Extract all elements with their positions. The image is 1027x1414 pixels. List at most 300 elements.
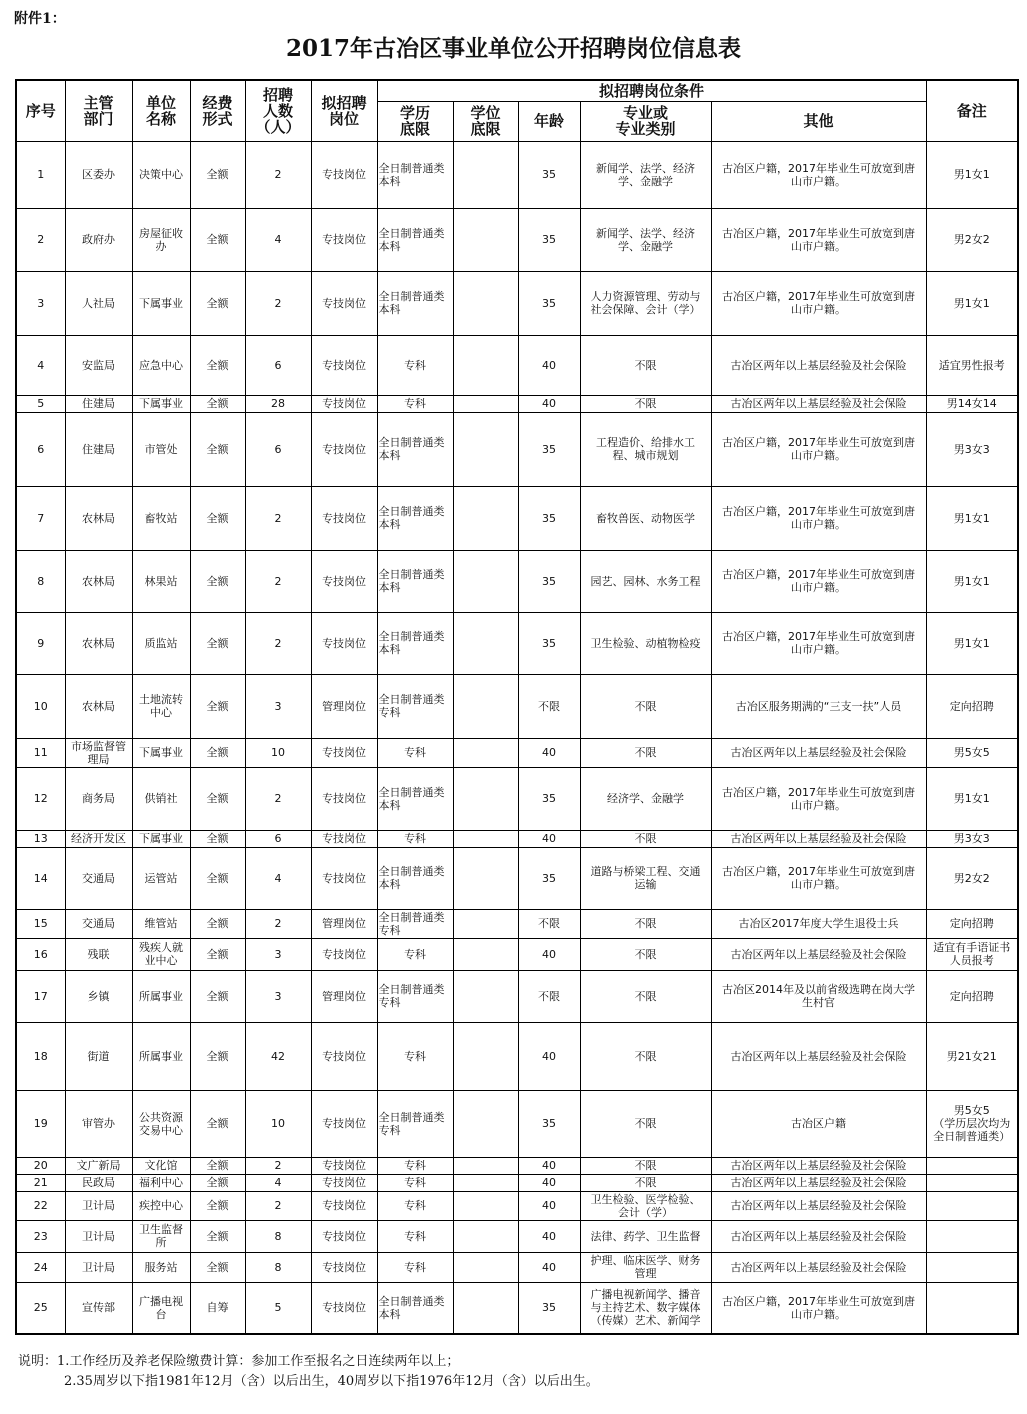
cell-remark: 男1女1 xyxy=(926,550,1018,612)
cell-other: 古冶区户籍，2017年毕业生可放宽到唐 山市户籍。 xyxy=(711,847,926,909)
cell-remark xyxy=(926,1282,1018,1334)
cell-count: 10 xyxy=(245,738,311,767)
cell-edu: 全日制普通类 专科 xyxy=(377,1090,453,1157)
cell-edu: 全日制普通类 专科 xyxy=(377,674,453,738)
cell-dept: 文广新局 xyxy=(65,1157,132,1174)
cell-degree xyxy=(453,1220,518,1252)
cell-degree xyxy=(453,412,518,486)
cell-unit: 供销社 xyxy=(132,767,190,830)
cell-dept: 市场监督管 理局 xyxy=(65,738,132,767)
cell-seq: 6 xyxy=(16,412,65,486)
cell-other: 古冶区两年以上基层经验及社会保险 xyxy=(711,1252,926,1282)
cell-remark xyxy=(926,1220,1018,1252)
table-row xyxy=(16,395,1018,412)
cell-dept: 审管办 xyxy=(65,1090,132,1157)
cell-unit: 文化馆 xyxy=(132,1157,190,1174)
cell-edu: 全日制普通类 本科 xyxy=(377,612,453,674)
cell-other: 古冶区两年以上基层经验及社会保险 xyxy=(711,738,926,767)
cell-funding: 全额 xyxy=(190,1157,245,1174)
cell-unit: 下属事业 xyxy=(132,738,190,767)
cell-degree xyxy=(453,612,518,674)
cell-seq: 1 xyxy=(16,141,65,208)
cell-major: 不限 xyxy=(580,938,711,970)
cell-remark xyxy=(926,1174,1018,1191)
cell-other: 古冶区户籍，2017年毕业生可放宽到唐 山市户籍。 xyxy=(711,141,926,208)
note-line-2: 2.35周岁以下指1981年12月（含）以后出生，40周岁以下指1976年12月（含）以后出生。 xyxy=(64,1374,599,1389)
table-row xyxy=(16,271,1018,335)
cell-unit: 公共资源 交易中心 xyxy=(132,1090,190,1157)
cell-degree xyxy=(453,970,518,1022)
cell-seq: 16 xyxy=(16,938,65,970)
cell-dept: 交通局 xyxy=(65,909,132,938)
cell-major: 护理、临床医学、财务 管理 xyxy=(580,1252,711,1282)
cell-post: 专技岗位 xyxy=(311,830,377,847)
cell-count: 6 xyxy=(245,412,311,486)
table-row xyxy=(16,738,1018,767)
cell-age: 35 xyxy=(518,208,580,271)
attachment-label: 附件1： xyxy=(14,11,66,27)
cell-edu: 全日制普通类 专科 xyxy=(377,970,453,1022)
cell-post: 专技岗位 xyxy=(311,1191,377,1220)
table-row xyxy=(16,847,1018,909)
header-funding: 经费 形式 xyxy=(190,80,245,141)
cell-degree xyxy=(453,550,518,612)
cell-major: 法律、药学、卫生监督 xyxy=(580,1220,711,1252)
cell-remark: 男1女1 xyxy=(926,612,1018,674)
cell-dept: 宣传部 xyxy=(65,1282,132,1334)
header-post: 拟招聘 岗位 xyxy=(311,80,377,141)
cell-other: 古冶区两年以上基层经验及社会保险 xyxy=(711,1174,926,1191)
cell-unit: 下属事业 xyxy=(132,830,190,847)
cell-dept: 农林局 xyxy=(65,612,132,674)
cell-seq: 20 xyxy=(16,1157,65,1174)
cell-edu: 专科 xyxy=(377,938,453,970)
cell-other: 古冶区户籍，2017年毕业生可放宽到唐 山市户籍。 xyxy=(711,412,926,486)
cell-major: 不限 xyxy=(580,1174,711,1191)
cell-unit: 畜牧站 xyxy=(132,486,190,550)
cell-age: 40 xyxy=(518,1157,580,1174)
cell-unit: 下属事业 xyxy=(132,271,190,335)
table-row xyxy=(16,1220,1018,1252)
cell-remark: 男5女5 xyxy=(926,738,1018,767)
cell-post: 管理岗位 xyxy=(311,909,377,938)
cell-count: 2 xyxy=(245,909,311,938)
cell-funding: 全额 xyxy=(190,767,245,830)
cell-degree xyxy=(453,335,518,395)
cell-dept: 卫计局 xyxy=(65,1220,132,1252)
cell-edu: 专科 xyxy=(377,830,453,847)
cell-major: 不限 xyxy=(580,1157,711,1174)
cell-age: 40 xyxy=(518,1220,580,1252)
cell-dept: 住建局 xyxy=(65,412,132,486)
recruitment-table xyxy=(15,79,1019,1335)
cell-post: 专技岗位 xyxy=(311,550,377,612)
cell-edu: 全日制普通类 本科 xyxy=(377,486,453,550)
cell-dept: 卫计局 xyxy=(65,1191,132,1220)
cell-seq: 10 xyxy=(16,674,65,738)
cell-funding: 全额 xyxy=(190,674,245,738)
cell-funding: 全额 xyxy=(190,550,245,612)
cell-unit: 福利中心 xyxy=(132,1174,190,1191)
cell-post: 专技岗位 xyxy=(311,335,377,395)
cell-unit: 林果站 xyxy=(132,550,190,612)
cell-dept: 民政局 xyxy=(65,1174,132,1191)
cell-major: 新闻学、法学、经济 学、金融学 xyxy=(580,208,711,271)
cell-other: 古冶区户籍 xyxy=(711,1090,926,1157)
cell-degree xyxy=(453,1174,518,1191)
table-row xyxy=(16,1022,1018,1090)
cell-remark: 男3女3 xyxy=(926,830,1018,847)
cell-seq: 22 xyxy=(16,1191,65,1220)
cell-post: 专技岗位 xyxy=(311,486,377,550)
cell-seq: 19 xyxy=(16,1090,65,1157)
cell-degree xyxy=(453,1022,518,1090)
cell-age: 35 xyxy=(518,847,580,909)
cell-post: 管理岗位 xyxy=(311,674,377,738)
cell-unit: 所属事业 xyxy=(132,970,190,1022)
table-row xyxy=(16,1174,1018,1191)
header-age: 年龄 xyxy=(518,101,580,141)
cell-seq: 2 xyxy=(16,208,65,271)
table-row xyxy=(16,674,1018,738)
cell-degree xyxy=(453,208,518,271)
cell-major: 不限 xyxy=(580,335,711,395)
cell-age: 40 xyxy=(518,1252,580,1282)
cell-degree xyxy=(453,1191,518,1220)
cell-degree xyxy=(453,767,518,830)
cell-edu: 专科 xyxy=(377,395,453,412)
cell-edu: 专科 xyxy=(377,1174,453,1191)
cell-edu: 全日制普通类 本科 xyxy=(377,847,453,909)
cell-age: 40 xyxy=(518,830,580,847)
cell-count: 8 xyxy=(245,1220,311,1252)
cell-major: 不限 xyxy=(580,674,711,738)
cell-post: 专技岗位 xyxy=(311,767,377,830)
cell-other: 古冶区两年以上基层经验及社会保险 xyxy=(711,938,926,970)
cell-count: 2 xyxy=(245,767,311,830)
cell-remark: 男1女1 xyxy=(926,486,1018,550)
cell-funding: 全额 xyxy=(190,271,245,335)
table-row xyxy=(16,208,1018,271)
cell-degree xyxy=(453,1252,518,1282)
cell-remark: 男1女1 xyxy=(926,767,1018,830)
cell-post: 专技岗位 xyxy=(311,1090,377,1157)
cell-edu: 专科 xyxy=(377,335,453,395)
cell-age: 35 xyxy=(518,550,580,612)
cell-post: 专技岗位 xyxy=(311,271,377,335)
cell-major: 不限 xyxy=(580,738,711,767)
cell-seq: 14 xyxy=(16,847,65,909)
cell-edu: 专科 xyxy=(377,1252,453,1282)
cell-remark: 男21女21 xyxy=(926,1022,1018,1090)
cell-seq: 9 xyxy=(16,612,65,674)
cell-major: 广播电视新闻学、播音 与主持艺术、数字媒体 （传媒）艺术、新闻学 xyxy=(580,1282,711,1334)
cell-funding: 自筹 xyxy=(190,1282,245,1334)
cell-post: 专技岗位 xyxy=(311,208,377,271)
cell-count: 2 xyxy=(245,1157,311,1174)
cell-count: 2 xyxy=(245,612,311,674)
cell-age: 40 xyxy=(518,395,580,412)
table-row xyxy=(16,335,1018,395)
cell-major: 卫生检验、动植物检疫 xyxy=(580,612,711,674)
cell-edu: 专科 xyxy=(377,1191,453,1220)
cell-dept: 经济开发区 xyxy=(65,830,132,847)
cell-other: 古冶区户籍，2017年毕业生可放宽到唐 山市户籍。 xyxy=(711,612,926,674)
cell-dept: 乡镇 xyxy=(65,970,132,1022)
cell-other: 古冶区2014年及以前省级选聘在岗大学 生村官 xyxy=(711,970,926,1022)
cell-post: 专技岗位 xyxy=(311,612,377,674)
table-row xyxy=(16,612,1018,674)
cell-other: 古冶区服务期满的“三支一扶”人员 xyxy=(711,674,926,738)
cell-unit: 所属事业 xyxy=(132,1022,190,1090)
cell-post: 专技岗位 xyxy=(311,1282,377,1334)
cell-other: 古冶区2017年度大学生退役士兵 xyxy=(711,909,926,938)
table-row xyxy=(16,1090,1018,1157)
cell-post: 专技岗位 xyxy=(311,738,377,767)
cell-remark: 适宜男性报考 xyxy=(926,335,1018,395)
cell-count: 6 xyxy=(245,335,311,395)
cell-age: 35 xyxy=(518,486,580,550)
cell-age: 35 xyxy=(518,1282,580,1334)
cell-count: 2 xyxy=(245,1191,311,1220)
cell-count: 3 xyxy=(245,938,311,970)
cell-post: 管理岗位 xyxy=(311,970,377,1022)
cell-edu: 全日制普通类 本科 xyxy=(377,1282,453,1334)
table-row xyxy=(16,970,1018,1022)
cell-count: 2 xyxy=(245,271,311,335)
table-row xyxy=(16,1252,1018,1282)
cell-degree xyxy=(453,909,518,938)
cell-funding: 全额 xyxy=(190,612,245,674)
cell-dept: 区委办 xyxy=(65,141,132,208)
cell-seq: 24 xyxy=(16,1252,65,1282)
cell-degree xyxy=(453,938,518,970)
cell-major: 不限 xyxy=(580,395,711,412)
cell-count: 5 xyxy=(245,1282,311,1334)
cell-degree xyxy=(453,830,518,847)
page-title: 2017年古冶区事业单位公开招聘岗位信息表 xyxy=(285,35,741,62)
cell-remark: 男2女2 xyxy=(926,847,1018,909)
cell-remark: 男3女3 xyxy=(926,412,1018,486)
cell-age: 35 xyxy=(518,767,580,830)
cell-edu: 全日制普通类 专科 xyxy=(377,909,453,938)
cell-other: 古冶区两年以上基层经验及社会保险 xyxy=(711,830,926,847)
cell-remark: 男1女1 xyxy=(926,271,1018,335)
cell-unit: 残疾人就 业中心 xyxy=(132,938,190,970)
header-conditions: 拟招聘岗位条件 xyxy=(377,80,926,101)
cell-age: 40 xyxy=(518,1174,580,1191)
table-row xyxy=(16,1157,1018,1174)
cell-remark: 定向招聘 xyxy=(926,674,1018,738)
cell-unit: 疾控中心 xyxy=(132,1191,190,1220)
cell-major: 园艺、园林、水务工程 xyxy=(580,550,711,612)
cell-seq: 15 xyxy=(16,909,65,938)
cell-remark: 男14女14 xyxy=(926,395,1018,412)
cell-funding: 全额 xyxy=(190,1252,245,1282)
cell-dept: 政府办 xyxy=(65,208,132,271)
table-body xyxy=(16,141,1018,1334)
cell-count: 4 xyxy=(245,847,311,909)
cell-degree xyxy=(453,395,518,412)
table-row xyxy=(16,412,1018,486)
cell-remark: 适宜有手语证书 人员报考 xyxy=(926,938,1018,970)
cell-count: 8 xyxy=(245,1252,311,1282)
cell-other: 古冶区户籍，2017年毕业生可放宽到唐 山市户籍。 xyxy=(711,208,926,271)
header-major: 专业或 专业类别 xyxy=(580,101,711,141)
cell-unit: 卫生监督 所 xyxy=(132,1220,190,1252)
cell-seq: 11 xyxy=(16,738,65,767)
cell-dept: 农林局 xyxy=(65,674,132,738)
cell-degree xyxy=(453,1157,518,1174)
header-edu: 学历 底限 xyxy=(377,101,453,141)
cell-seq: 25 xyxy=(16,1282,65,1334)
table-row xyxy=(16,909,1018,938)
cell-age: 不限 xyxy=(518,909,580,938)
cell-post: 专技岗位 xyxy=(311,938,377,970)
cell-age: 40 xyxy=(518,938,580,970)
cell-unit: 质监站 xyxy=(132,612,190,674)
cell-major: 不限 xyxy=(580,909,711,938)
cell-count: 2 xyxy=(245,486,311,550)
cell-edu: 全日制普通类 本科 xyxy=(377,767,453,830)
table-row xyxy=(16,141,1018,208)
cell-edu: 全日制普通类 本科 xyxy=(377,550,453,612)
cell-count: 2 xyxy=(245,550,311,612)
cell-post: 专技岗位 xyxy=(311,412,377,486)
cell-dept: 商务局 xyxy=(65,767,132,830)
cell-other: 古冶区两年以上基层经验及社会保险 xyxy=(711,1220,926,1252)
cell-degree xyxy=(453,271,518,335)
cell-dept: 农林局 xyxy=(65,486,132,550)
cell-other: 古冶区户籍，2017年毕业生可放宽到唐 山市户籍。 xyxy=(711,767,926,830)
cell-unit: 决策中心 xyxy=(132,141,190,208)
cell-age: 不限 xyxy=(518,674,580,738)
cell-seq: 5 xyxy=(16,395,65,412)
cell-dept: 残联 xyxy=(65,938,132,970)
header-degree: 学位 底限 xyxy=(453,101,518,141)
cell-count: 4 xyxy=(245,1174,311,1191)
cell-funding: 全额 xyxy=(190,208,245,271)
header-seq: 序号 xyxy=(16,80,65,141)
cell-funding: 全额 xyxy=(190,909,245,938)
table-row xyxy=(16,1191,1018,1220)
table-row xyxy=(16,486,1018,550)
cell-age: 35 xyxy=(518,271,580,335)
cell-edu: 全日制普通类 本科 xyxy=(377,141,453,208)
cell-remark: 男5女5 （学历层次均为 全日制普通类） xyxy=(926,1090,1018,1157)
cell-degree xyxy=(453,141,518,208)
header-other: 其他 xyxy=(711,101,926,141)
cell-post: 专技岗位 xyxy=(311,141,377,208)
cell-major: 经济学、金融学 xyxy=(580,767,711,830)
header-remark: 备注 xyxy=(926,80,1018,141)
notes xyxy=(18,1352,599,1392)
cell-count: 3 xyxy=(245,970,311,1022)
cell-count: 6 xyxy=(245,830,311,847)
header-count: 招聘 人数 （人） xyxy=(245,80,311,141)
cell-dept: 交通局 xyxy=(65,847,132,909)
cell-post: 专技岗位 xyxy=(311,1174,377,1191)
cell-edu: 全日制普通类 本科 xyxy=(377,412,453,486)
cell-remark: 定向招聘 xyxy=(926,909,1018,938)
cell-remark: 男2女2 xyxy=(926,208,1018,271)
cell-unit: 广播电视 台 xyxy=(132,1282,190,1334)
cell-unit: 下属事业 xyxy=(132,395,190,412)
cell-dept: 住建局 xyxy=(65,395,132,412)
cell-age: 40 xyxy=(518,1022,580,1090)
cell-funding: 全额 xyxy=(190,1191,245,1220)
cell-seq: 3 xyxy=(16,271,65,335)
cell-major: 人力资源管理、劳动与 社会保障、会计（学） xyxy=(580,271,711,335)
table-row xyxy=(16,550,1018,612)
table-row xyxy=(16,938,1018,970)
cell-dept: 街道 xyxy=(65,1022,132,1090)
cell-count: 10 xyxy=(245,1090,311,1157)
cell-degree xyxy=(453,847,518,909)
cell-funding: 全额 xyxy=(190,486,245,550)
table-row xyxy=(16,767,1018,830)
cell-seq: 13 xyxy=(16,830,65,847)
cell-age: 40 xyxy=(518,738,580,767)
cell-edu: 全日制普通类 本科 xyxy=(377,271,453,335)
cell-unit: 市管处 xyxy=(132,412,190,486)
cell-seq: 21 xyxy=(16,1174,65,1191)
cell-age: 40 xyxy=(518,1191,580,1220)
cell-other: 古冶区两年以上基层经验及社会保险 xyxy=(711,1022,926,1090)
cell-count: 3 xyxy=(245,674,311,738)
cell-dept: 农林局 xyxy=(65,550,132,612)
cell-post: 专技岗位 xyxy=(311,1220,377,1252)
cell-seq: 4 xyxy=(16,335,65,395)
cell-other: 古冶区两年以上基层经验及社会保险 xyxy=(711,395,926,412)
cell-funding: 全额 xyxy=(190,335,245,395)
cell-funding: 全额 xyxy=(190,412,245,486)
cell-age: 40 xyxy=(518,335,580,395)
cell-remark: 男1女1 xyxy=(926,141,1018,208)
cell-other: 古冶区两年以上基层经验及社会保险 xyxy=(711,335,926,395)
cell-post: 专技岗位 xyxy=(311,1022,377,1090)
header-dept: 主管 部门 xyxy=(65,80,132,141)
cell-remark xyxy=(926,1252,1018,1282)
cell-major: 不限 xyxy=(580,1022,711,1090)
cell-seq: 8 xyxy=(16,550,65,612)
cell-degree xyxy=(453,674,518,738)
cell-funding: 全额 xyxy=(190,1022,245,1090)
note-line-1: 说明：1.工作经历及养老保险缴费计算：参加工作至报名之日连续两年以上； xyxy=(18,1354,460,1369)
header-unit: 单位 名称 xyxy=(132,80,190,141)
cell-edu: 专科 xyxy=(377,1022,453,1090)
cell-funding: 全额 xyxy=(190,970,245,1022)
cell-degree xyxy=(453,1090,518,1157)
cell-age: 35 xyxy=(518,412,580,486)
cell-edu: 专科 xyxy=(377,738,453,767)
cell-other: 古冶区两年以上基层经验及社会保险 xyxy=(711,1191,926,1220)
cell-remark xyxy=(926,1191,1018,1220)
cell-seq: 18 xyxy=(16,1022,65,1090)
cell-unit: 房屋征收 办 xyxy=(132,208,190,271)
cell-post: 专技岗位 xyxy=(311,1157,377,1174)
cell-major: 不限 xyxy=(580,970,711,1022)
cell-seq: 7 xyxy=(16,486,65,550)
cell-unit: 维管站 xyxy=(132,909,190,938)
cell-edu: 专科 xyxy=(377,1157,453,1174)
cell-seq: 12 xyxy=(16,767,65,830)
cell-post: 专技岗位 xyxy=(311,395,377,412)
cell-funding: 全额 xyxy=(190,830,245,847)
cell-remark: 定向招聘 xyxy=(926,970,1018,1022)
cell-count: 28 xyxy=(245,395,311,412)
cell-major: 道路与桥梁工程、交通 运输 xyxy=(580,847,711,909)
